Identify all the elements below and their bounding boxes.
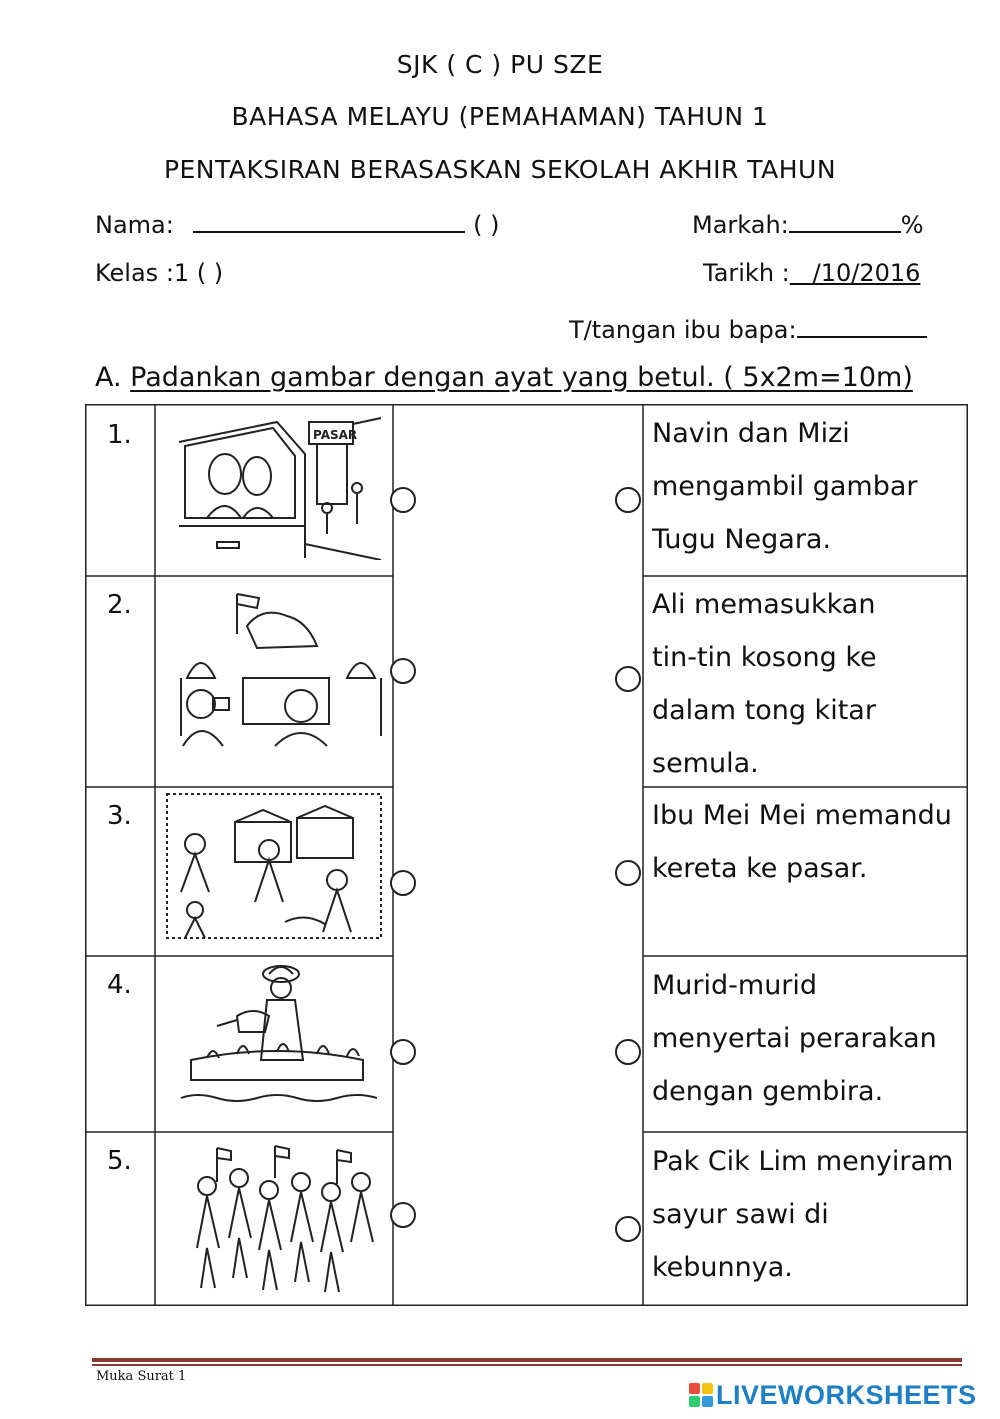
sentence-1-line: Tugu Negara. bbox=[652, 524, 832, 555]
boys-photographing-national-monument-picture bbox=[177, 586, 383, 748]
right-match-dot-5[interactable] bbox=[616, 1217, 640, 1241]
left-match-dot-3[interactable] bbox=[391, 871, 415, 895]
date-label: Tarikh : bbox=[703, 259, 790, 287]
right-match-dot-3[interactable] bbox=[616, 861, 640, 885]
pupils-marching-with-flags-picture bbox=[177, 1138, 377, 1298]
sentence-4-line: dengan gembira. bbox=[652, 1076, 884, 1107]
sentence-2-line: tin-tin kosong ke bbox=[652, 642, 877, 673]
sentence-3-line: Ibu Mei Mei memandu bbox=[652, 800, 952, 831]
row-2-number: 2. bbox=[107, 590, 132, 620]
row-5-number: 5. bbox=[107, 1146, 132, 1176]
section-prefix: A. bbox=[95, 362, 122, 393]
marks-percent: % bbox=[900, 211, 924, 239]
sentence-3-line: kereta ke pasar. bbox=[652, 853, 868, 884]
assessment-title: PENTAKSIRAN BERASASKAN SEKOLAH AKHIR TAHUN bbox=[163, 155, 837, 184]
sentence-5 bbox=[652, 1135, 967, 1294]
man-watering-vegetables-picture bbox=[177, 960, 377, 1108]
sentence-2 bbox=[652, 578, 967, 790]
matching-table bbox=[85, 404, 968, 1306]
liveworksheets-brand[interactable]: LIVEWORKSHEETS bbox=[716, 1380, 977, 1410]
sentence-4-line: menyertai perarakan bbox=[652, 1023, 937, 1054]
left-match-dot-5[interactable] bbox=[391, 1203, 415, 1227]
sentence-5-line: kebunnya. bbox=[652, 1252, 793, 1283]
section-heading bbox=[95, 362, 913, 393]
row-3-number: 3. bbox=[107, 801, 132, 831]
right-match-dot-4[interactable] bbox=[616, 1040, 640, 1064]
name-label: Nama: bbox=[95, 211, 174, 239]
footer-rule-thick bbox=[92, 1358, 962, 1362]
section-instruction: Padankan gambar dengan ayat yang betul. ( 5x2m=10m) bbox=[130, 362, 913, 393]
marks-field bbox=[692, 207, 924, 239]
sentence-2-line: Ali memasukkan bbox=[652, 589, 876, 620]
page-number-label: Muka Surat 1 bbox=[96, 1369, 187, 1384]
mother-driving-car-to-market-picture bbox=[177, 414, 383, 560]
liveworksheets-logo-icon bbox=[689, 1383, 713, 1407]
sentence-5-line: sayur sawi di bbox=[652, 1199, 829, 1230]
subject-title: BAHASA MELAYU (PEMAHAMAN) TAHUN 1 bbox=[231, 102, 769, 131]
market-sign-text: PASAR bbox=[313, 428, 358, 442]
sentence-4 bbox=[652, 959, 967, 1118]
left-match-dot-4[interactable] bbox=[391, 1040, 415, 1064]
sentence-1-line: Navin dan Mizi bbox=[652, 418, 850, 449]
parent-signature-field bbox=[569, 312, 927, 344]
name-input-line[interactable] bbox=[193, 207, 465, 233]
parent-signature-label: T/tangan ibu bapa: bbox=[569, 316, 797, 344]
sentence-2-line: semula. bbox=[652, 748, 759, 779]
right-match-dot-1[interactable] bbox=[616, 488, 640, 512]
sentence-5-line: Pak Cik Lim menyiram bbox=[652, 1146, 954, 1177]
sentence-2-line: dalam tong kitar bbox=[652, 695, 876, 726]
marks-label: Markah: bbox=[692, 211, 789, 239]
left-match-dot-1[interactable] bbox=[391, 488, 415, 512]
sentence-4-line: Murid-murid bbox=[652, 970, 818, 1001]
row-1-number: 1. bbox=[107, 420, 132, 450]
name-number-paren: ( ) bbox=[473, 211, 500, 239]
row-4-number: 4. bbox=[107, 970, 132, 1000]
name-field bbox=[95, 207, 499, 239]
school-name: SJK ( C ) PU SZE bbox=[396, 50, 604, 79]
sentence-3 bbox=[652, 789, 967, 895]
date-field bbox=[703, 259, 920, 287]
date-value: /10/2016 bbox=[789, 259, 921, 287]
footer-rule-thin bbox=[92, 1364, 962, 1366]
class-field: Kelas :1 ( ) bbox=[95, 259, 224, 287]
right-match-dot-2[interactable] bbox=[616, 667, 640, 691]
marks-input-line[interactable] bbox=[789, 207, 901, 233]
left-match-dot-2[interactable] bbox=[391, 659, 415, 683]
parent-signature-line[interactable] bbox=[797, 312, 927, 338]
children-recycling-tins-picture bbox=[165, 792, 383, 940]
sentence-1 bbox=[652, 407, 967, 566]
sentence-1-line: mengambil gambar bbox=[652, 471, 918, 502]
